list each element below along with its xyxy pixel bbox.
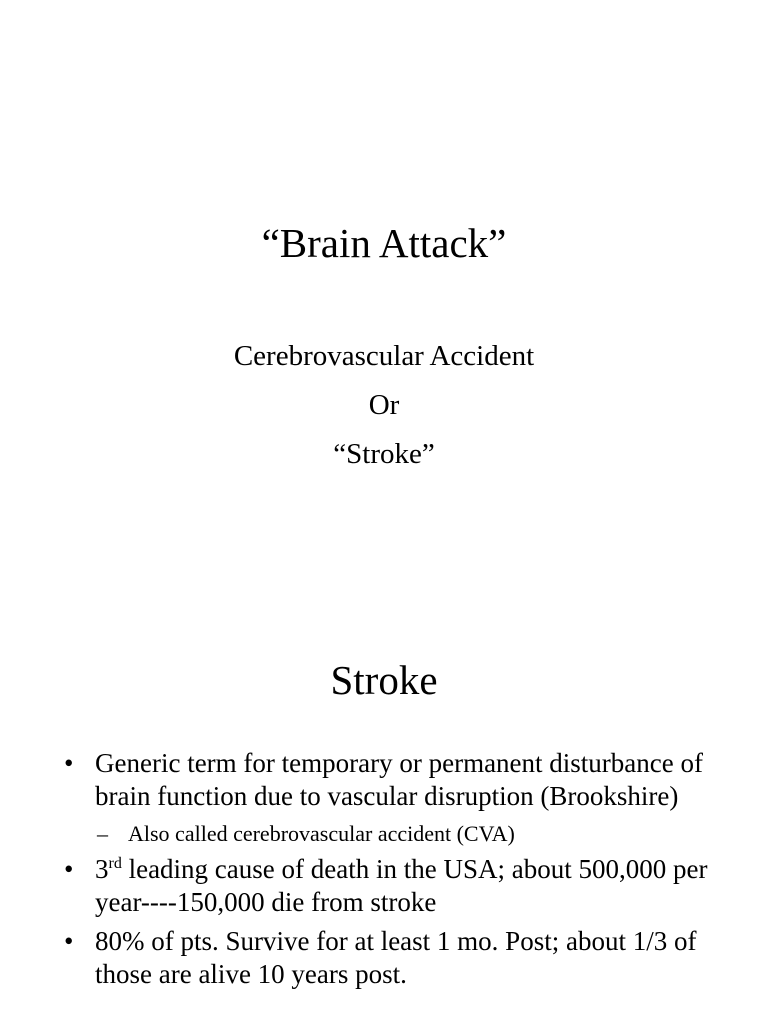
bullet-marker: • (64, 854, 74, 884)
slide-2 (0, 560, 768, 1024)
subtitle-line: Or (368, 389, 400, 421)
bullet-item (58, 747, 748, 813)
slide-title: “Brain Attack” (261, 220, 507, 266)
slide-title: Stroke (330, 657, 438, 703)
ordinal-number: 3 (95, 854, 109, 884)
subtitle-line: Cerebrovascular Accident (233, 340, 535, 372)
bullet-item (58, 925, 748, 991)
bullet-text-rest: leading cause of death in the USA; about 500,000 per year----150,000 die from stroke (95, 854, 708, 917)
bullet-text: 80% of pts. Survive for at least 1 mo. Post; about 1/3 of those are alive 10 years post. (95, 926, 697, 989)
bullet-list (58, 747, 748, 997)
bullet-text (95, 854, 707, 917)
sub-bullet-text: Also called cerebrovascular accident (CVA) (128, 821, 515, 846)
slide-subtitle (0, 332, 768, 479)
bullet-marker: • (64, 748, 74, 778)
sub-bullet-item (95, 819, 748, 849)
subtitle-line: “Stroke” (333, 438, 435, 470)
bullet-text: Generic term for temporary or permanent disturbance of brain function due to vascular disruption (Brookshire) (95, 748, 703, 811)
ordinal-suffix: rd (108, 855, 122, 872)
bullet-item (58, 853, 748, 919)
sub-bullet-marker: – (97, 821, 108, 846)
bullet-marker: • (64, 926, 74, 956)
